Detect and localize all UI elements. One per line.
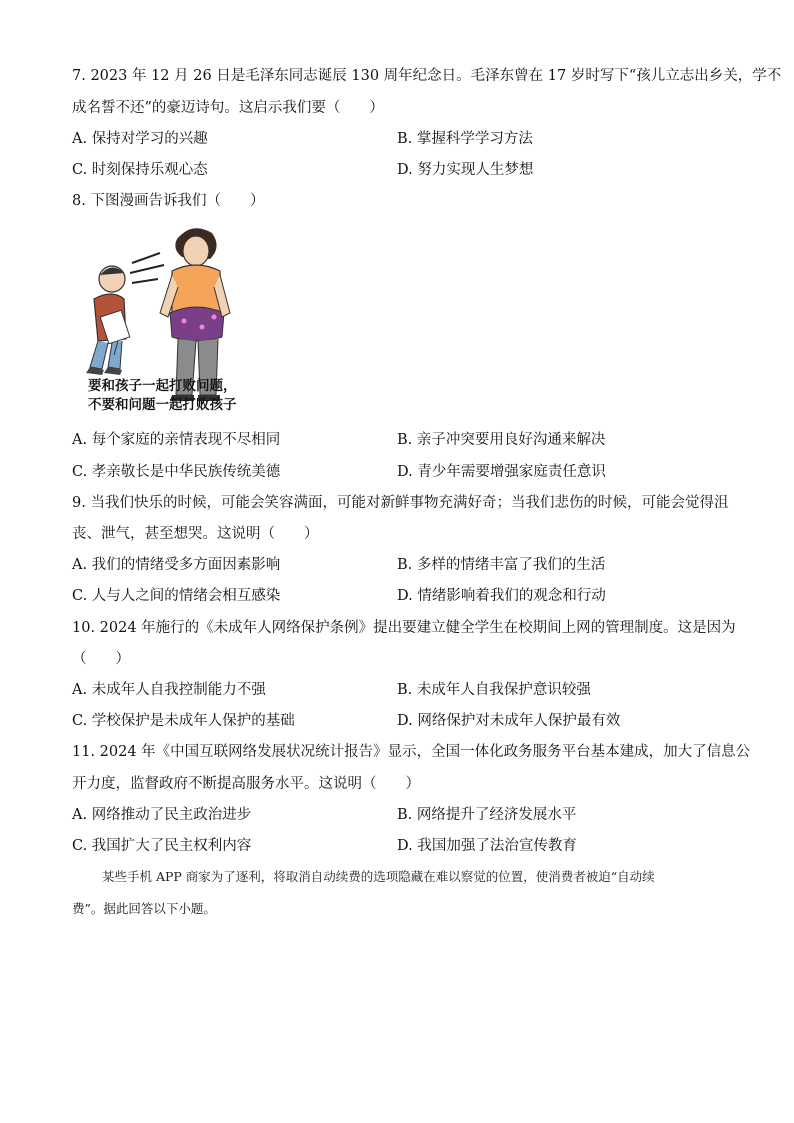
q11-option-c[interactable]: C. 我国扩大了民主权利内容 [72, 838, 252, 854]
q8-option-b[interactable]: B. 亲子冲突要用良好沟通来解决 [397, 432, 606, 448]
q7-option-b[interactable]: B. 掌握科学学习方法 [397, 131, 533, 147]
q9-option-d[interactable]: D. 情绪影响着我们的观念和行动 [397, 588, 606, 604]
q7-stem-line2: 成名誓不还”的豪迈诗句。这启示我们要（ ） [72, 100, 384, 116]
q7-stem-line1: 7. 2023 年 12 月 26 日是毛泽东同志诞辰 130 周年纪念日。毛泽东曾在 17 岁时写下“孩儿立志出乡关，学不 [72, 68, 782, 84]
shout-lines [130, 253, 164, 283]
q10-option-a[interactable]: A. 未成年人自我控制能力不强 [72, 682, 266, 698]
q7-option-d[interactable]: D. 努力实现人生梦想 [397, 162, 534, 178]
cartoon-caption-line1: 要和孩子一起打败问题， [88, 378, 237, 394]
passage-line1: 某些手机 APP 商家为了逐利，将取消自动续费的选项隐藏在难以察觉的位置，使消费者被迫“自动续 [102, 869, 655, 884]
cartoon-caption-line2: 不要和问题一起打败孩子 [88, 397, 237, 413]
q8-option-a[interactable]: A. 每个家庭的亲情表现不尽相同 [72, 432, 281, 448]
q11-option-d[interactable]: D. 我国加强了法治宣传教育 [397, 838, 577, 854]
q9-option-b[interactable]: B. 多样的情绪丰富了我们的生活 [397, 557, 606, 573]
q11-option-a[interactable]: A. 网络推动了民主政治进步 [72, 807, 252, 823]
q8-option-d[interactable]: D. 青少年需要增强家庭责任意识 [397, 464, 606, 480]
q11-stem-line2: 开力度，监督政府不断提高服务水平。这说明（ ） [72, 776, 420, 792]
q10-option-b[interactable]: B. 未成年人自我保护意识较强 [397, 682, 591, 698]
q9-option-c[interactable]: C. 人与人之间的情绪会相互感染 [72, 588, 281, 604]
q7-option-c[interactable]: C. 时刻保持乐观心态 [72, 162, 208, 178]
q11-option-b[interactable]: B. 网络提升了经济发展水平 [397, 807, 577, 823]
q10-option-c[interactable]: C. 学校保护是未成年人保护的基础 [72, 713, 295, 729]
q9-option-a[interactable]: A. 我们的情绪受多方面因素影响 [72, 557, 281, 573]
q9-stem-line2: 丧、泄气，甚至想哭。这说明（ ） [72, 526, 319, 542]
passage-line2: 费”。据此回答以下小题。 [72, 901, 216, 916]
q11-stem-line1: 11. 2024 年《中国互联网络发展状况统计报告》显示，全国一体化政务服务平台基本建成，加大了信息公 [72, 744, 751, 760]
parent-figure [160, 228, 230, 401]
q9-stem-line1: 9. 当我们快乐的时候，可能会笑容满面，可能对新鲜事物充满好奇；当我们悲伤的时候，可能会觉得沮 [72, 495, 729, 511]
child-figure [86, 266, 130, 375]
q10-stem-line1: 10. 2024 年施行的《未成年人网络保护条例》提出要建立健全学生在校期间上网的管理制度。这是因为 [72, 620, 736, 636]
q8-stem: 8. 下图漫画告诉我们（ ） [72, 193, 265, 209]
q7-option-a[interactable]: A. 保持对学习的兴趣 [72, 131, 208, 147]
q8-option-c[interactable]: C. 孝亲敬长是中华民族传统美德 [72, 464, 281, 480]
q10-stem-line2: （ ） [72, 651, 130, 667]
q10-option-d[interactable]: D. 网络保护对未成年人保护最有效 [397, 713, 621, 729]
